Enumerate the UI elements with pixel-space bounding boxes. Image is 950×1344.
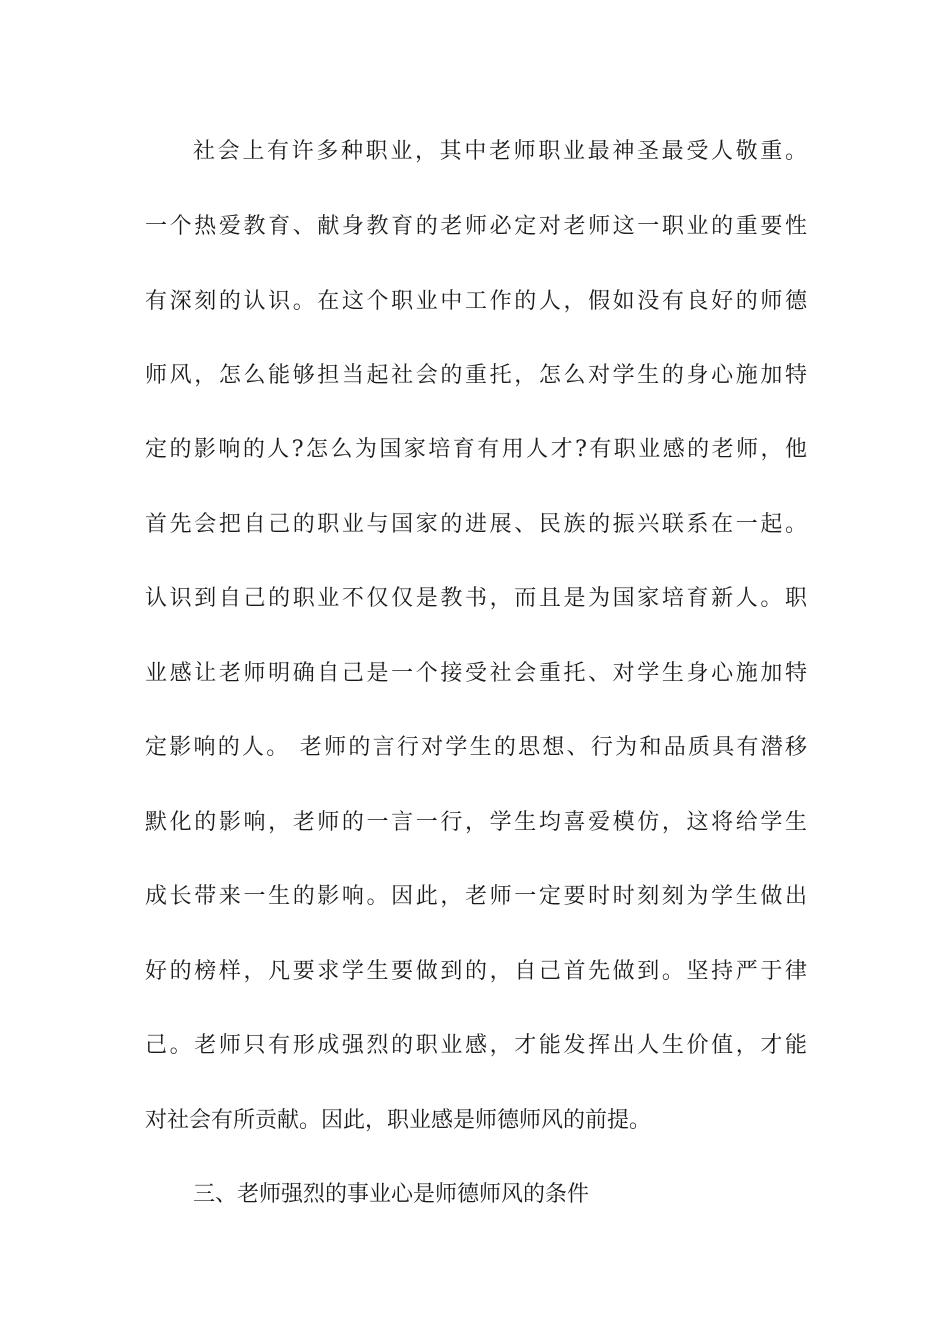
paragraph-line-12: 好的榜样，凡要求学生要做到的，自己首先做到。坚持严于律 [145,959,807,984]
paragraph-line-6: 首先会把自己的职业与国家的进展、民族的振兴联系在一起。 [145,512,807,537]
paragraph-line-7: 认识到自己的职业不仅仅是教书，而且是为国家培育新人。职 [145,586,807,611]
paragraph-line-4: 师风，怎么能够担当起社会的重托，怎么对学生的身心施加特 [145,363,807,388]
paragraph-line-11: 成长带来一生的影响。因此，老师一定要时时刻刻为学生做出 [145,884,807,909]
paragraph-line-2: 一个热爱教育、献身教育的老师必定对老师这一职业的重要性 [145,214,807,239]
paragraph-line-3: 有深刻的认识。在这个职业中工作的人，假如没有良好的师德 [145,289,807,314]
paragraph-line-13: 己。老师只有形成强烈的职业感，才能发挥出人生价值，才能 [145,1033,807,1058]
paragraph-line-1: 社会上有许多种职业，其中老师职业最神圣最受人敬重。 [193,139,807,164]
paragraph-line-5: 定的影响的人?怎么为国家培育有用人才?有职业感的老师，他 [145,437,807,462]
paragraph-line-8: 业感让老师明确自己是一个接受社会重托、对学生身心施加特 [145,661,807,686]
paragraph-line-9: 定影响的人。 老师的言行对学生的思想、行为和品质具有潜移 [145,735,807,760]
paragraph-line-14: 对社会有所贡献。因此，职业感是师德师风的前提。 [145,1108,652,1133]
paragraph-line-10: 默化的影响，老师的一言一行，学生均喜爱模仿，这将给学生 [145,810,807,835]
section-heading: 三、老师强烈的事业心是师德师风的条件 [193,1182,590,1207]
